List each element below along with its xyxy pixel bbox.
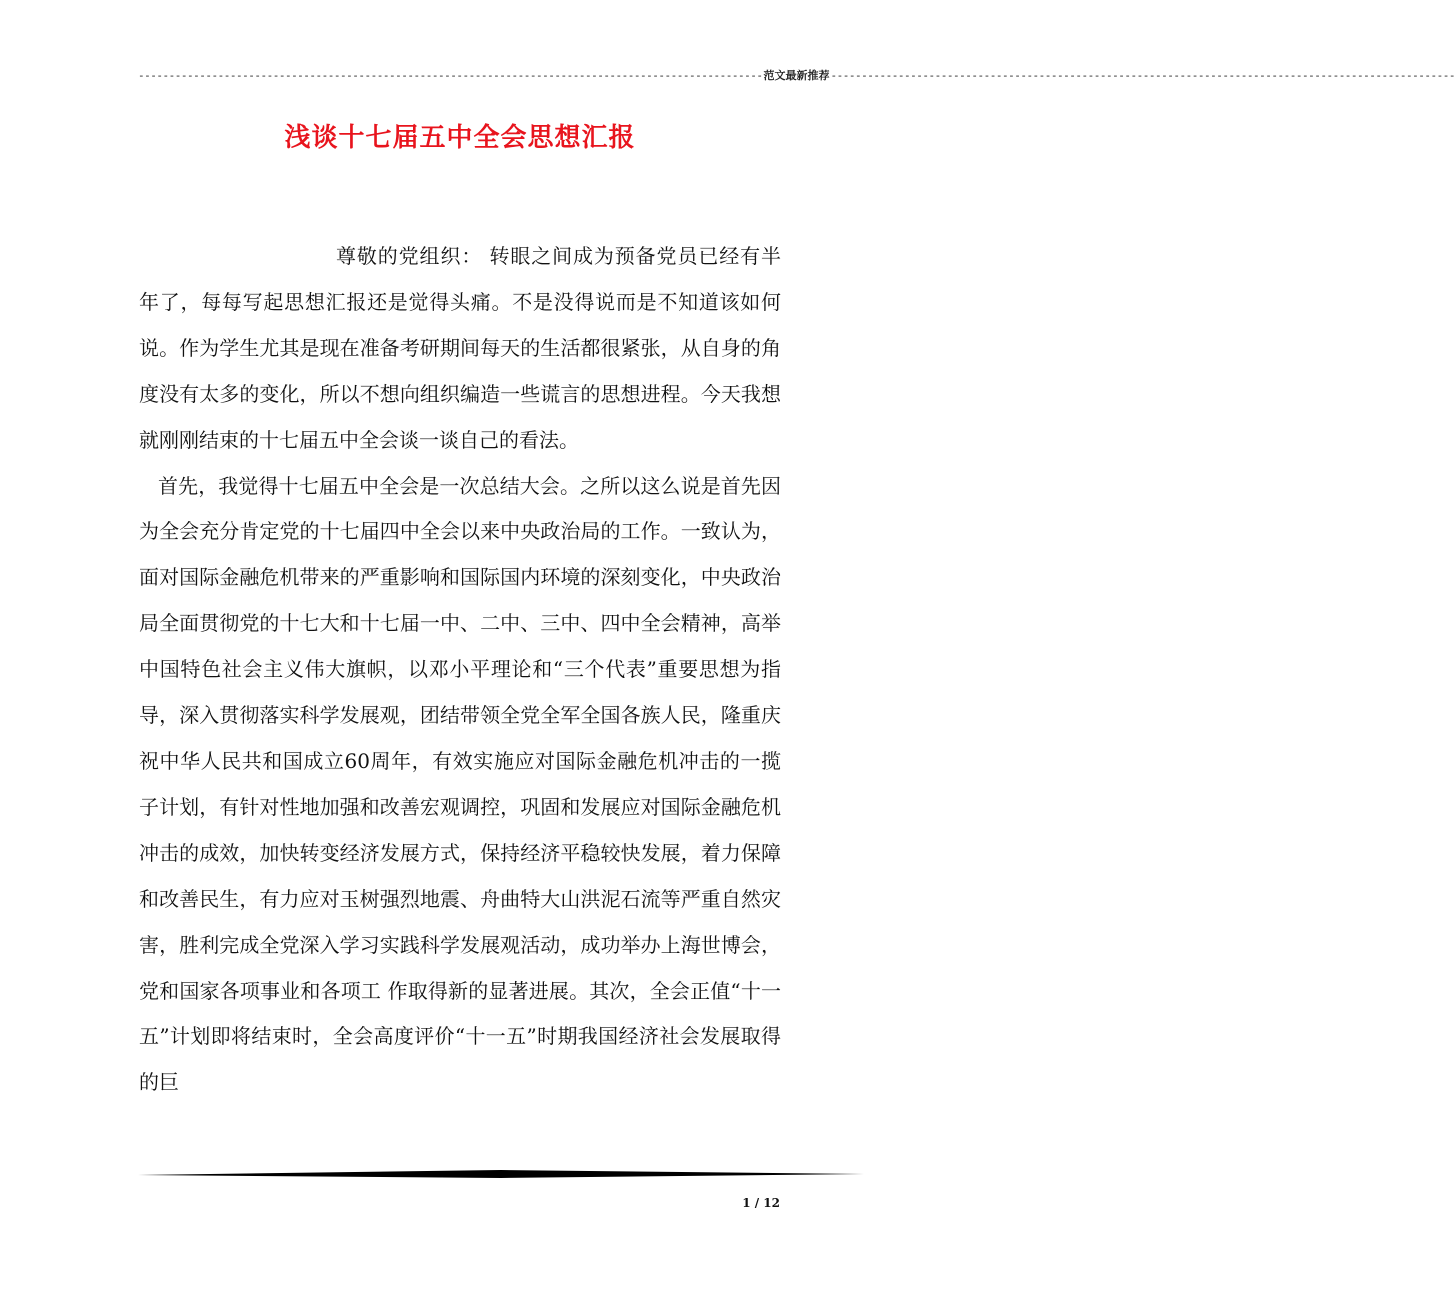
paragraph-2: 首先，我觉得十七届五中全会是一次总结大会。之所以这么说是首先因为全会充分肯定党的十七届四中全会以来中央政治局的工作。一致认为，面对国际金融危机带来的严重影响和国际国内环境的深刻变化，中央政治局全面贯彻党的十七大和十七届一中、二中、三中、四中全会精神，高举中国特色社会主义伟大旗帜，以邓小平理论和“三个代表”重要思想为指导，深入贯彻落实科学发展观，团结带领全党全军全国各族人民，隆重庆祝中华人民共和国成立60周年，有效实施应对国际金融危机冲击的一揽子计划，有针对性地加强和改善宏观调控，巩固和发展应对国际金融危机冲击的成效，加快转变经济发展方式，保持经济平稳较快发展，着力保障和改善民生，有力应对玉树强烈地震、舟曲特大山洪泥石流等严重自然灾害，胜利完成全党深入学习实践科学发展观活动，成功举办上海世博会，党和国家各项事业和各项工 作取得新的显著进展。其次，全会正值“十一五”计划即将结束时，全会高度评价“十一五”时期我国经济社会发展取得的巨 (139, 473, 781, 1095)
paragraph-1: 尊敬的党组织： 转眼之间成为预备党员已经有半年了，每每写起思想汇报还是觉得头痛。不是没得说而是不知道该如何说。作为学生尤其是现在准备考研期间每天的生活都很紧张，从自身的角度没有太多的变化，所以不想向组织编造一些谎言的思想进程。今天我想就刚刚结束的十七届五中全会谈一谈自己的看法。 (139, 244, 781, 452)
document-title: 浅谈十七届五中全会思想汇报 (284, 123, 636, 153)
page-number: 1 / 12 (742, 1196, 780, 1210)
header-dashes-right: ------------------------------------------------------------------------------------------------------ (830, 69, 1455, 82)
page-header (138, 68, 1455, 84)
header-label: 范文最新推荐 (763, 69, 830, 82)
document-body (139, 234, 781, 1106)
header-dashes-left: ------------------------------------------------------------------------------------------------------ (138, 69, 763, 82)
footer-rule (138, 1164, 864, 1184)
